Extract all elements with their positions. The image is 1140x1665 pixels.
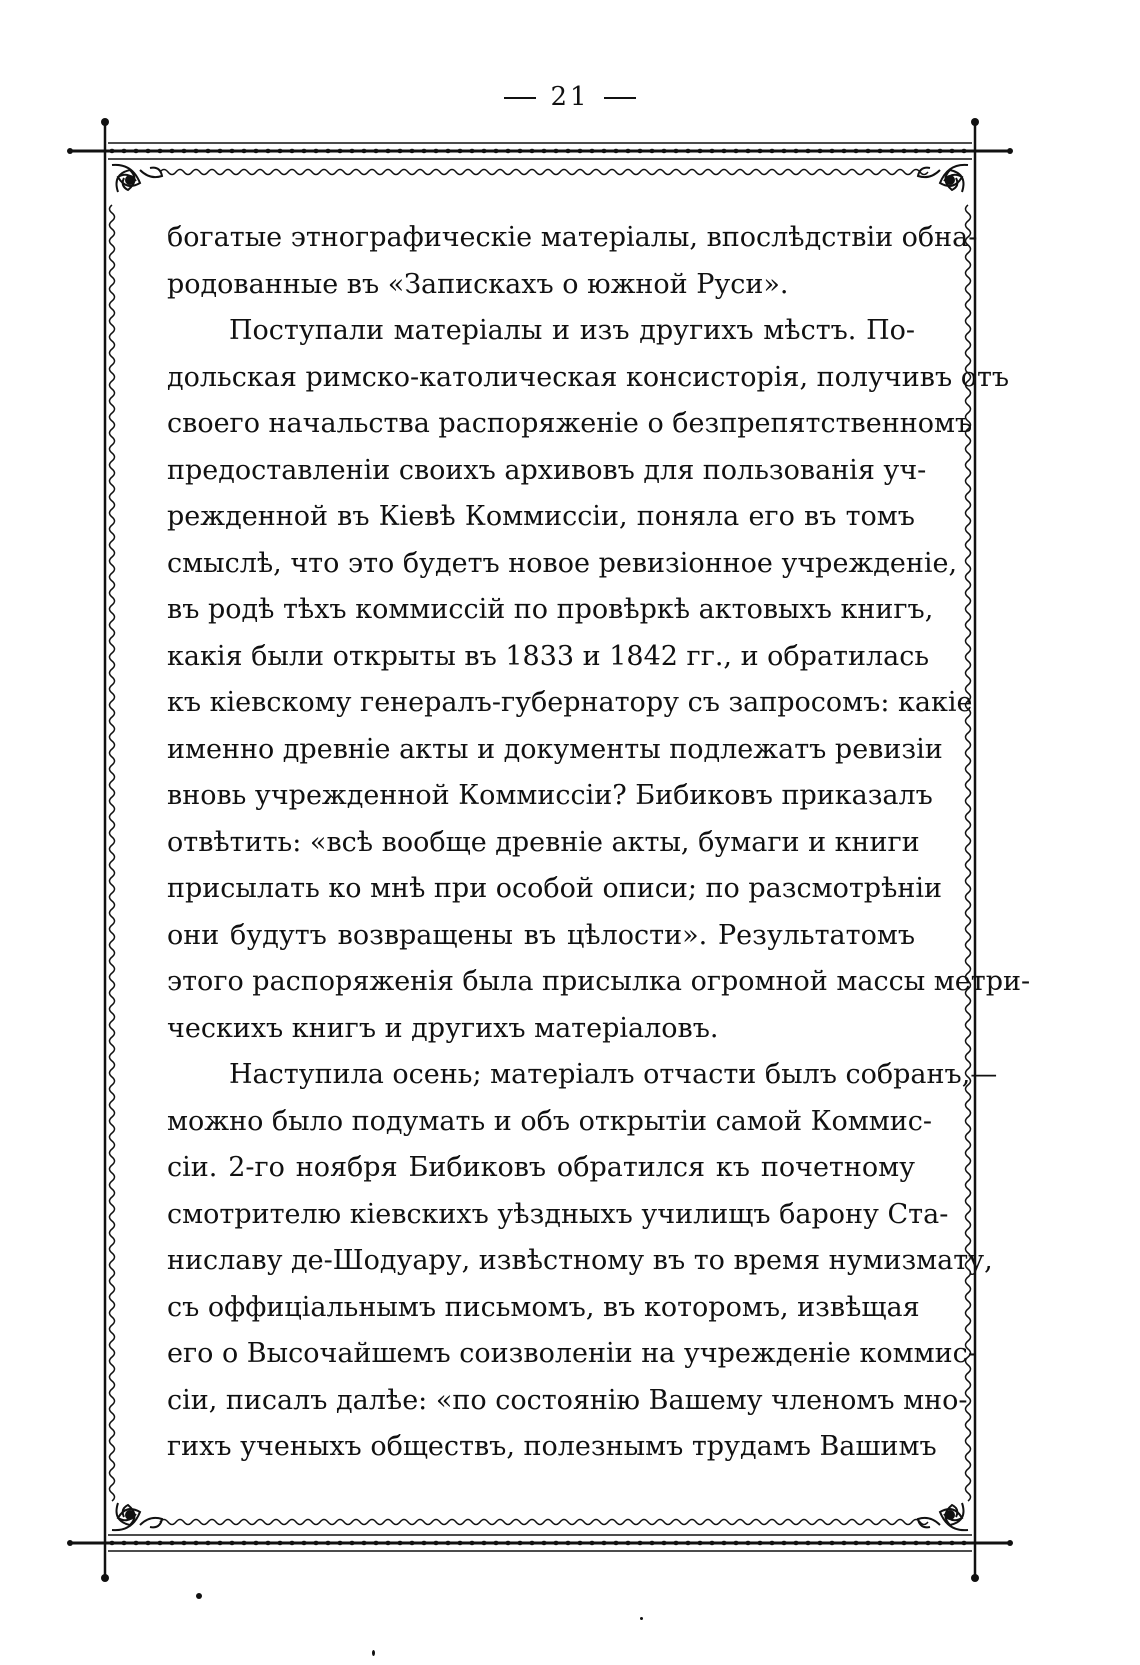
border-bead: [277, 1541, 283, 1545]
border-bead: [541, 1541, 547, 1545]
border-bead: [805, 149, 811, 153]
border-bead: [481, 149, 487, 153]
text-line: отвѣтить: «всѣ вообще древніе акты, бумаги и книги: [167, 826, 920, 858]
border-bead: [133, 1541, 139, 1545]
border-bead: [901, 149, 907, 153]
border-bead: [337, 1541, 343, 1545]
border-bead: [397, 1541, 403, 1545]
corner-ornament-top-right: [918, 165, 968, 192]
border-bead: [553, 1541, 559, 1545]
border-bead: [841, 149, 847, 153]
border-bead: [673, 1541, 679, 1545]
border-bead: [421, 1541, 427, 1545]
border-bead: [877, 1541, 883, 1545]
border-bead: [361, 149, 367, 153]
border-bead: [733, 149, 739, 153]
border-bead: [169, 1541, 175, 1545]
border-bead: [661, 1541, 667, 1545]
border-bead: [685, 149, 691, 153]
border-bead: [565, 149, 571, 153]
border-bead: [337, 149, 343, 153]
border-bead: [181, 1541, 187, 1545]
border-bead: [469, 1541, 475, 1545]
border-bead: [313, 149, 319, 153]
border-bead: [325, 149, 331, 153]
border-bead: [445, 1541, 451, 1545]
border-bead: [517, 1541, 523, 1545]
text-line: вновь учрежденной Коммиссіи? Бибиковъ приказалъ: [167, 780, 933, 811]
border-bead: [457, 149, 463, 153]
border-bead: [697, 1541, 703, 1545]
border-bead: [961, 149, 967, 153]
page-number: 21: [550, 82, 590, 112]
border-bead: [961, 1541, 967, 1545]
top-wave-line: [160, 170, 928, 175]
border-bead: [589, 149, 595, 153]
border-bead: [409, 1541, 415, 1545]
border-bead: [577, 149, 583, 153]
border-bead: [637, 149, 643, 153]
text-line: дольская римско-католическая консисторія, получивъ отъ: [167, 361, 1010, 393]
text-line: къ кіевскому генералъ-губернатору съ запросомъ: какіе: [167, 687, 973, 718]
border-bead: [673, 149, 679, 153]
border-bead: [397, 149, 403, 153]
border-bead: [913, 1541, 919, 1545]
border-bead: [685, 1541, 691, 1545]
border-bead: [133, 149, 139, 153]
border-bead: [709, 1541, 715, 1545]
border-bead: [757, 149, 763, 153]
border-bead: [349, 149, 355, 153]
border-bead: [157, 1541, 163, 1545]
text-line: смотрителю кіевскихъ уѣздныхъ училищъ барону Ста-: [167, 1198, 949, 1230]
text-line: его о Высочайшемъ соизволеніи на учрежденіе коммис-: [167, 1338, 977, 1369]
text-line: присылать ко мнѣ при особой описи; по разсмотрѣніи: [167, 873, 942, 904]
text-line: родованные въ «Запискахъ о южной Руси».: [167, 268, 789, 300]
left-wave-line: [110, 205, 115, 1501]
border-bead: [313, 1541, 319, 1545]
border-bead: [301, 1541, 307, 1545]
text-line: ниславу де-Шодуару, извѣстному въ то время нумизмату,: [167, 1245, 993, 1276]
border-bead: [193, 149, 199, 153]
border-bead: [913, 149, 919, 153]
border-bead: [385, 1541, 391, 1545]
border-bead: [481, 1541, 487, 1545]
border-bead: [433, 1541, 439, 1545]
border-bead: [289, 149, 295, 153]
border-bead: [445, 149, 451, 153]
ink-speck: [196, 1593, 202, 1599]
border-bead: [625, 1541, 631, 1545]
border-bead: [745, 1541, 751, 1545]
corner-ornament-bottom-right: [918, 1503, 968, 1530]
border-bead: [781, 149, 787, 153]
border-bead: [889, 1541, 895, 1545]
border-bead: [613, 1541, 619, 1545]
text-line: предоставленіи своихъ архивовъ для пользованія уч-: [167, 454, 927, 486]
border-bead: [829, 149, 835, 153]
text-line: режденной въ Кіевѣ Коммиссіи, поняла его въ томъ: [167, 501, 915, 532]
border-bead: [301, 149, 307, 153]
border-bead: [541, 149, 547, 153]
border-bead: [817, 149, 823, 153]
border-bead: [565, 1541, 571, 1545]
border-bead: [385, 149, 391, 153]
border-bead: [733, 1541, 739, 1545]
border-bead: [505, 149, 511, 153]
border-bead: [349, 1541, 355, 1545]
border-bead: [793, 1541, 799, 1545]
corner-ornament-bottom-left: [112, 1503, 162, 1530]
border-bead: [769, 149, 775, 153]
border-bead: [217, 1541, 223, 1545]
border-bead: [493, 149, 499, 153]
border-bead: [637, 1541, 643, 1545]
border-bead: [205, 149, 211, 153]
border-bead: [901, 1541, 907, 1545]
border-bead: [589, 1541, 595, 1545]
border-bead: [205, 1541, 211, 1545]
border-bead: [361, 1541, 367, 1545]
border-bead: [889, 149, 895, 153]
border-bead: [469, 149, 475, 153]
border-bead: [121, 149, 127, 153]
right-wave-line: [966, 205, 971, 1501]
border-bead: [253, 1541, 259, 1545]
border-bead: [289, 1541, 295, 1545]
border-bead: [157, 149, 163, 153]
text-line: какія были открыты въ 1833 и 1842 гг., и обратилась: [167, 640, 930, 672]
text-line: съ оффиціальнымъ письмомъ, въ которомъ, извѣщая: [167, 1291, 920, 1323]
border-bead: [109, 149, 115, 153]
border-bead: [793, 149, 799, 153]
border-bead: [661, 149, 667, 153]
border-bead: [493, 1541, 499, 1545]
text-line: Поступали матеріалы и изъ другихъ мѣстъ. По-: [229, 315, 915, 346]
border-bead: [601, 1541, 607, 1545]
border-bead: [841, 1541, 847, 1545]
ink-speck: [640, 1617, 643, 1620]
border-bead: [697, 149, 703, 153]
border-bead: [769, 1541, 775, 1545]
border-bead: [373, 1541, 379, 1545]
border-bead: [721, 1541, 727, 1545]
border-bead: [721, 149, 727, 153]
border-bead: [517, 149, 523, 153]
border-bead: [253, 149, 259, 153]
text-line: въ родѣ тѣхъ коммиссій по провѣркѣ актовыхъ книгъ,: [167, 594, 934, 625]
corner-ornament-top-left: [112, 165, 162, 192]
border-bead: [877, 149, 883, 153]
border-bead: [649, 1541, 655, 1545]
border-bead: [229, 149, 235, 153]
border-bead: [757, 1541, 763, 1545]
border-bead: [853, 149, 859, 153]
border-bead: [865, 1541, 871, 1545]
border-bead: [373, 149, 379, 153]
text-line: можно было подумать и объ открытіи самой Коммис-: [167, 1105, 933, 1137]
border-bead: [325, 1541, 331, 1545]
body-text: [167, 215, 1031, 1471]
border-bead: [553, 149, 559, 153]
border-bead: [277, 149, 283, 153]
text-line: они будутъ возвращены въ цѣлости». Результатомъ: [167, 919, 915, 951]
border-bead: [709, 149, 715, 153]
ink-speck: [372, 1650, 375, 1656]
border-bead: [181, 149, 187, 153]
border-bead: [577, 1541, 583, 1545]
border-bead: [217, 149, 223, 153]
bottom-wave-line: [160, 1520, 928, 1525]
text-line: ческихъ книгъ и другихъ матеріаловъ.: [167, 1012, 719, 1044]
text-line: этого распоряженія была присылка огромной массы метри-: [167, 966, 1031, 997]
border-bead: [529, 149, 535, 153]
border-bead: [169, 149, 175, 153]
border-bead: [817, 1541, 823, 1545]
border-bead: [829, 1541, 835, 1545]
border-bead: [805, 1541, 811, 1545]
border-bead: [121, 1541, 127, 1545]
border-bead: [409, 149, 415, 153]
border-bead: [265, 1541, 271, 1545]
border-bead: [601, 149, 607, 153]
border-bead: [265, 149, 271, 153]
border-bead: [853, 1541, 859, 1545]
border-bead: [781, 1541, 787, 1545]
text-line: гихъ ученыхъ обществъ, полезнымъ трудамъ Вашимъ: [167, 1431, 937, 1462]
border-bead: [925, 149, 931, 153]
border-bead: [745, 149, 751, 153]
border-bead: [625, 149, 631, 153]
border-bead: [937, 149, 943, 153]
border-bead: [145, 1541, 151, 1545]
border-bead: [457, 1541, 463, 1545]
text-line: смыслѣ, что это будетъ новое ревизіонное учрежденіе,: [167, 547, 958, 579]
border-bead: [865, 149, 871, 153]
border-bead: [925, 1541, 931, 1545]
text-line: сіи, писалъ далѣе: «по состоянію Вашему членомъ мно-: [167, 1384, 968, 1416]
border-bead: [949, 1541, 955, 1545]
border-bead: [193, 1541, 199, 1545]
text-line: своего начальства распоряженіе о безпрепятственномъ: [167, 408, 973, 439]
border-bead: [949, 149, 955, 153]
text-line: богатые этнографическіе матеріалы, впослѣдствіи обна-: [167, 222, 978, 253]
border-bead: [109, 1541, 115, 1545]
border-bead: [241, 149, 247, 153]
border-bead: [241, 1541, 247, 1545]
border-bead: [649, 149, 655, 153]
border-bead: [433, 149, 439, 153]
text-line: именно древніе акты и документы подлежатъ ревизіи: [167, 733, 943, 765]
text-line: сіи. 2-го ноября Бибиковъ обратился къ почетному: [167, 1152, 915, 1183]
border-bead: [229, 1541, 235, 1545]
border-bead: [421, 149, 427, 153]
border-bead: [937, 1541, 943, 1545]
border-bead: [613, 149, 619, 153]
border-bead: [529, 1541, 535, 1545]
text-line: Наступила осень; матеріалъ отчасти былъ собранъ,—: [229, 1059, 998, 1090]
border-bead: [505, 1541, 511, 1545]
border-bead: [145, 149, 151, 153]
